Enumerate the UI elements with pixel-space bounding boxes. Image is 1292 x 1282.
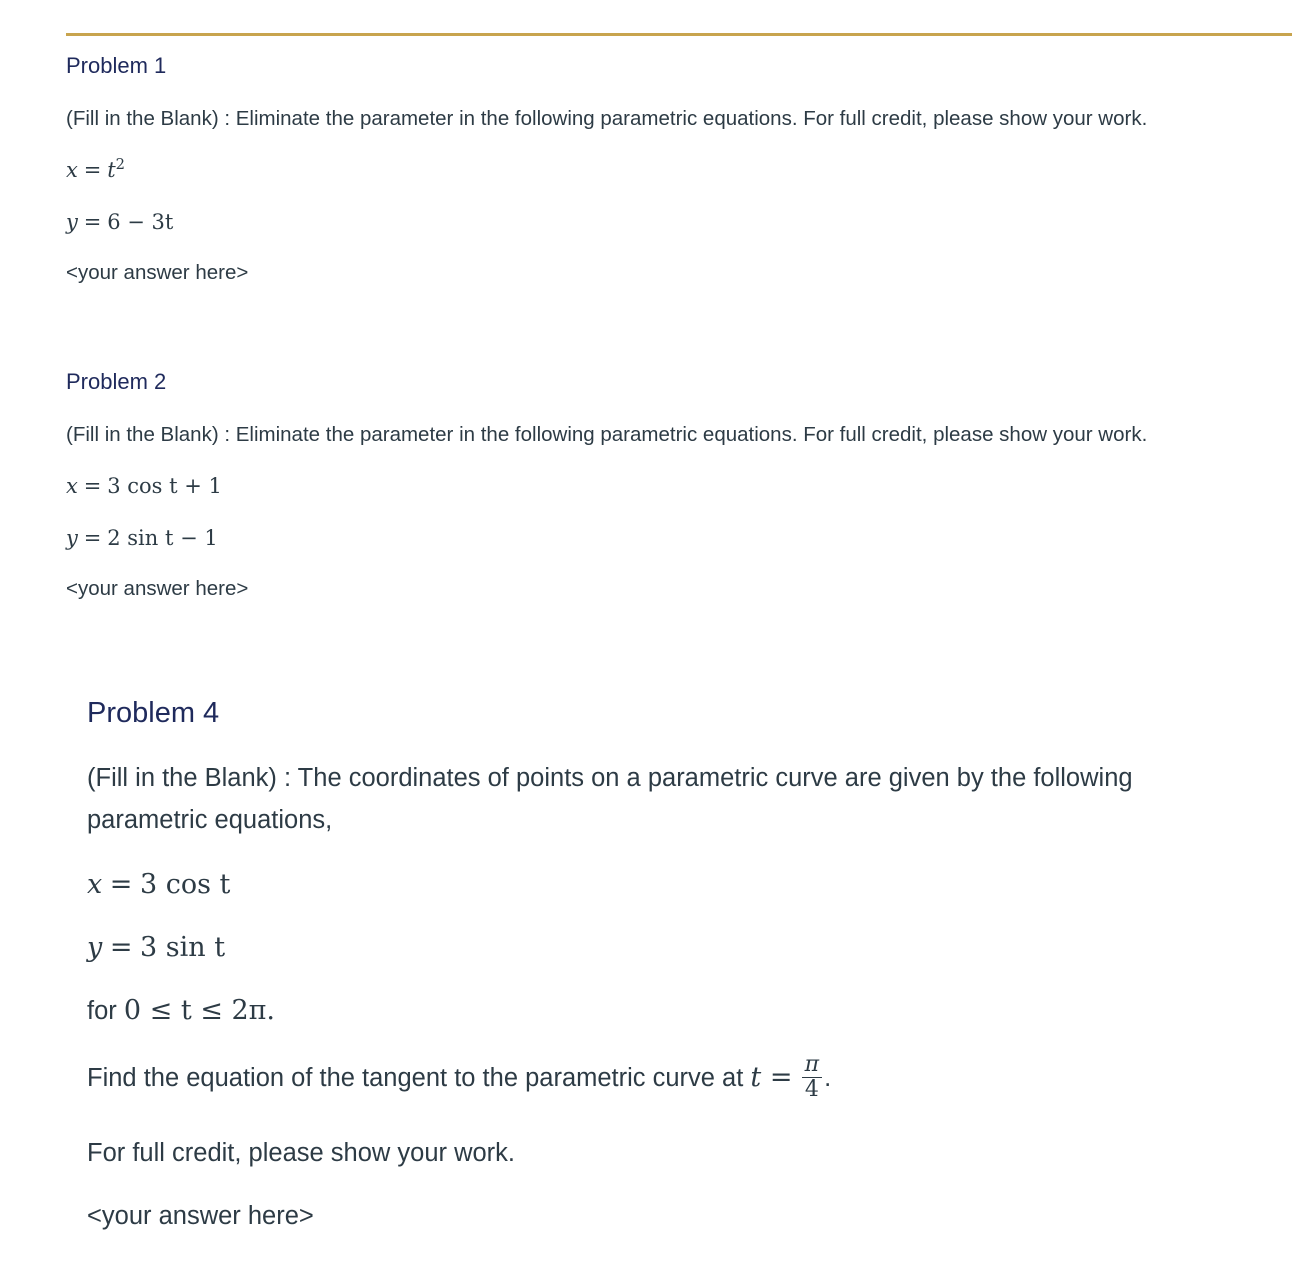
equation-x: x = 3 cos t + 1 xyxy=(66,474,222,498)
problem-1 xyxy=(66,52,1292,286)
equation-y: y = 2 sin t − 1 xyxy=(66,526,218,550)
equation-y: y = 3 sin t xyxy=(87,932,226,963)
credit-note: For full credit, please show your work. xyxy=(87,1138,515,1167)
fraction-pi-over-4: $\frac{\pi}{4}$ xyxy=(802,1053,822,1102)
problem-prompt: (Fill in the Blank) : The coordinates of points on a parametric curve are given by the following parametric equations, xyxy=(87,764,1133,834)
parameter-range: for 0 ≤ t ≤ 2π. xyxy=(87,995,275,1026)
answer-placeholder[interactable]: <your answer here> xyxy=(66,577,249,600)
equation-x: $x = t^2$ xyxy=(66,155,126,182)
answer-placeholder[interactable]: <your answer here> xyxy=(87,1201,314,1230)
equation-y: y = 6 − 3t xyxy=(66,210,174,234)
answer-placeholder[interactable]: <your answer here> xyxy=(66,261,249,284)
problem-title: Problem 4 xyxy=(87,697,220,729)
find-tangent-text: Find the equation of the tangent to the parametric curve at t = $\frac{\pi}{4}$ . xyxy=(87,1051,832,1102)
equation-x: x = 3 cos t xyxy=(87,869,231,900)
problem-2 xyxy=(66,368,1292,602)
problem-4 xyxy=(87,694,1247,1234)
problem-title: Problem 1 xyxy=(66,53,167,78)
problem-prompt: (Fill in the Blank) : Eliminate the parameter in the following parametric equations. For full credit, please show your work. xyxy=(66,107,1148,130)
top-divider xyxy=(66,33,1292,36)
problem-prompt: (Fill in the Blank) : Eliminate the parameter in the following parametric equations. For full credit, please show your work. xyxy=(66,423,1148,446)
problem-title: Problem 2 xyxy=(66,369,167,394)
